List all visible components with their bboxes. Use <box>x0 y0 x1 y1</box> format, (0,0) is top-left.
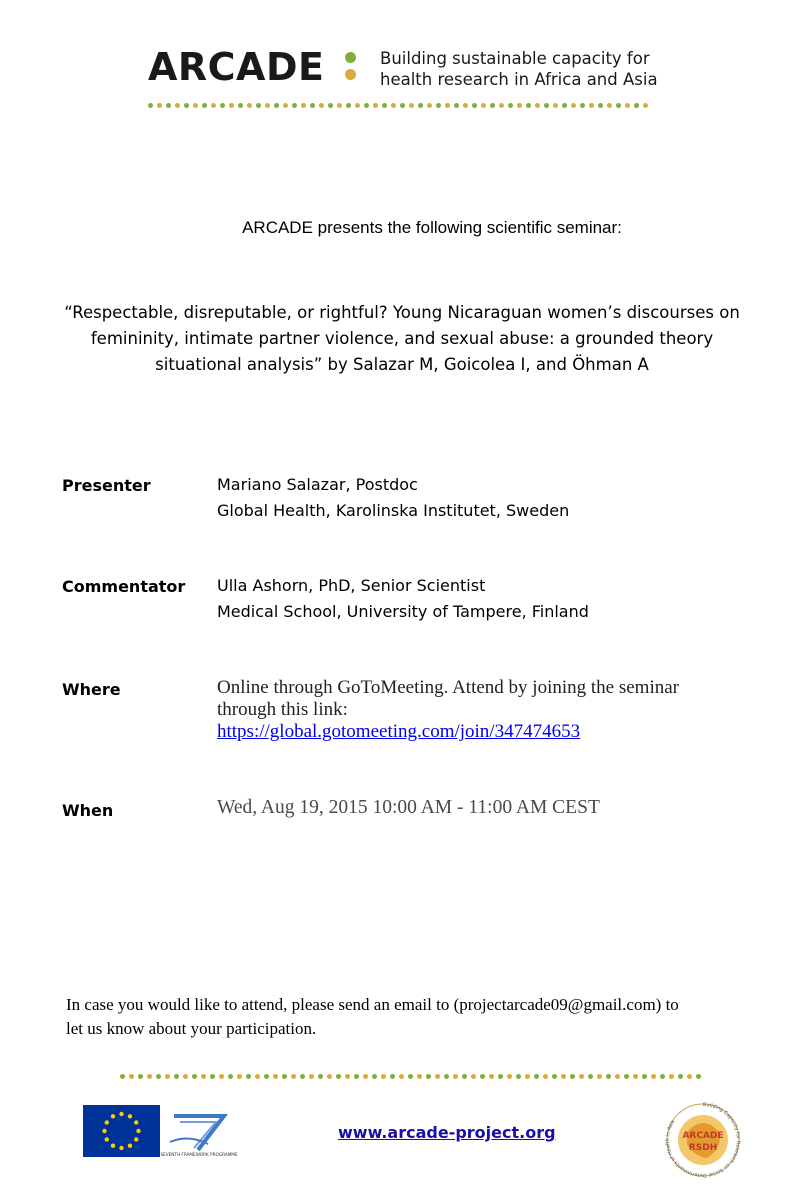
divider-dot <box>660 1074 665 1079</box>
divider-dot <box>219 1074 224 1079</box>
divider-dot <box>193 103 198 108</box>
divider-dot <box>678 1074 683 1079</box>
divider-dot <box>264 1074 269 1079</box>
seal-ring-text: Building Capacity for Research on Social Determinants of Health in Asia <box>664 1101 741 1179</box>
seminar-title <box>40 300 764 378</box>
divider-dot <box>192 1074 197 1079</box>
divider-dot <box>687 1074 692 1079</box>
divider-dot <box>633 1074 638 1079</box>
when-label: When <box>62 801 114 820</box>
divider-dot <box>337 103 342 108</box>
divider-dot <box>327 1074 332 1079</box>
divider-dot <box>624 1074 629 1079</box>
divider-dot <box>319 103 324 108</box>
divider-dot <box>669 1074 674 1079</box>
divider-dot <box>490 103 495 108</box>
divider-dot <box>597 1074 602 1079</box>
eu-star <box>128 1114 132 1118</box>
divider-dot <box>129 1074 134 1079</box>
divider-dot <box>651 1074 656 1079</box>
intro-text: ARCADE presents the following scientific seminar: <box>242 218 622 237</box>
attendance-note-line-1: In case you would like to attend, please send an email to (projectarcade09@gmail.com) to <box>66 995 679 1014</box>
seal-arcade-text: ARCADE <box>682 1131 724 1141</box>
divider-dot <box>183 1074 188 1079</box>
divider-dot <box>381 1074 386 1079</box>
divider-dot <box>292 103 297 108</box>
fp7-logo <box>160 1108 238 1158</box>
divider-dot <box>579 1074 584 1079</box>
commentator-affiliation: Medical School, University of Tampere, Finland <box>217 602 589 621</box>
divider-dot <box>355 103 360 108</box>
divider-dot <box>462 1074 467 1079</box>
divider-dot <box>229 103 234 108</box>
divider-dot <box>588 1074 593 1079</box>
arcade-logo-text: ARCADE <box>148 45 325 89</box>
divider-dot <box>616 103 621 108</box>
divider-dot <box>283 103 288 108</box>
commentator-value <box>217 573 589 625</box>
title-line-1: “Respectable, disreputable, or rightful? Young Nicaraguan women’s discourses on <box>64 303 740 322</box>
divider-dot <box>382 103 387 108</box>
presenter-value <box>217 472 569 524</box>
divider-dot <box>418 103 423 108</box>
divider-dot <box>265 103 270 108</box>
divider-dot <box>211 103 216 108</box>
divider-dot <box>138 1074 143 1079</box>
divider-dot <box>535 103 540 108</box>
presenter-label: Presenter <box>62 476 151 495</box>
divider-dot <box>165 1074 170 1079</box>
divider-dot <box>544 103 549 108</box>
divider-dot <box>508 103 513 108</box>
divider-dot <box>598 103 603 108</box>
commentator-label: Commentator <box>62 577 186 596</box>
divider-dot <box>606 1074 611 1079</box>
divider-dot <box>255 1074 260 1079</box>
divider-dot <box>346 103 351 108</box>
divider-dot <box>390 1074 395 1079</box>
eu-star <box>128 1144 132 1148</box>
divider-dot <box>291 1074 296 1079</box>
tagline-line-2: health research in Africa and Asia <box>380 70 658 89</box>
divider-dot <box>282 1074 287 1079</box>
when-value: Wed, Aug 19, 2015 10:00 AM - 11:00 AM CEST <box>217 797 600 818</box>
divider-dot <box>273 1074 278 1079</box>
divider-dot <box>328 103 333 108</box>
divider-dot <box>526 103 531 108</box>
eu-star <box>102 1129 106 1133</box>
divider-dot <box>481 103 486 108</box>
divider-dot <box>399 1074 404 1079</box>
divider-dot <box>300 1074 305 1079</box>
divider-dot <box>427 103 432 108</box>
eu-star <box>111 1114 115 1118</box>
divider-dot <box>202 103 207 108</box>
divider-dot <box>175 103 180 108</box>
divider-dot <box>489 1074 494 1079</box>
divider-dot <box>274 103 279 108</box>
presenter-name: Mariano Salazar, Postdoc <box>217 475 418 494</box>
divider-dot <box>238 103 243 108</box>
attendance-note-line-2: let us know about your participation. <box>66 1019 317 1038</box>
title-line-2: femininity, intimate partner violence, and sexual abuse: a grounded theory <box>90 329 714 348</box>
divider-dot <box>372 1074 377 1079</box>
divider-dot <box>228 1074 233 1079</box>
eu-flag-logo <box>83 1105 160 1157</box>
footer-dot-divider <box>120 1074 701 1079</box>
title-line-3 <box>40 352 764 378</box>
divider-dot <box>156 1074 161 1079</box>
divider-dot <box>391 103 396 108</box>
divider-dot <box>454 103 459 108</box>
divider-dot <box>400 103 405 108</box>
divider-dot <box>471 1074 476 1079</box>
divider-dot <box>570 1074 575 1079</box>
divider-dot <box>642 1074 647 1079</box>
divider-dot <box>445 103 450 108</box>
divider-dot <box>499 103 504 108</box>
divider-dot <box>354 1074 359 1079</box>
divider-dot <box>634 103 639 108</box>
eu-star <box>134 1120 138 1124</box>
where-value <box>217 677 679 743</box>
divider-dot <box>507 1074 512 1079</box>
eu-star <box>136 1129 140 1133</box>
header-dot-divider <box>148 103 648 108</box>
logo-dots <box>345 52 359 86</box>
divider-dot <box>184 103 189 108</box>
divider-dot <box>625 103 630 108</box>
fp7-caption: SEVENTH FRAMEWORK PROGRAMME <box>160 1152 238 1157</box>
divider-dot <box>373 103 378 108</box>
divider-dot <box>210 1074 215 1079</box>
divider-dot <box>417 1074 422 1079</box>
divider-dot <box>301 103 306 108</box>
divider-dot <box>561 1074 566 1079</box>
divider-dot <box>310 103 315 108</box>
commentator-name: Ulla Ashorn, PhD, Senior Scientist <box>217 576 486 595</box>
divider-dot <box>498 1074 503 1079</box>
green-dot <box>345 52 356 63</box>
divider-dot <box>480 1074 485 1079</box>
divider-dot <box>363 1074 368 1079</box>
eu-star <box>119 1112 123 1116</box>
eu-star <box>105 1120 109 1124</box>
divider-dot <box>444 1074 449 1079</box>
divider-dot <box>345 1074 350 1079</box>
divider-dot <box>543 1074 548 1079</box>
divider-dot <box>517 103 522 108</box>
divider-dot <box>615 1074 620 1079</box>
where-line-2: through this link: <box>217 699 348 720</box>
divider-dot <box>336 1074 341 1079</box>
divider-dot <box>147 1074 152 1079</box>
presenter-affiliation: Global Health, Karolinska Institutet, Sweden <box>217 501 570 520</box>
arcade-rsdh-seal-logo <box>663 1100 743 1180</box>
seal-rsdh-text: RSDH <box>688 1143 718 1153</box>
eu-star <box>119 1146 123 1150</box>
divider-dot <box>436 103 441 108</box>
divider-dot <box>571 103 576 108</box>
tagline-line-1: Building sustainable capacity for <box>380 49 650 68</box>
divider-dot <box>516 1074 521 1079</box>
divider-dot <box>580 103 585 108</box>
divider-dot <box>696 1074 701 1079</box>
divider-dot <box>409 103 414 108</box>
divider-dot <box>318 1074 323 1079</box>
divider-dot <box>201 1074 206 1079</box>
divider-dot <box>148 103 153 108</box>
divider-dot <box>220 103 225 108</box>
divider-dot <box>607 103 612 108</box>
eu-star <box>105 1137 109 1141</box>
eu-star <box>134 1137 138 1141</box>
divider-dot <box>247 103 252 108</box>
divider-dot <box>534 1074 539 1079</box>
title-authors: by Salazar M, Goicolea I, and Öhman A <box>322 355 649 374</box>
divider-dot <box>553 103 558 108</box>
divider-dot <box>309 1074 314 1079</box>
where-label: Where <box>62 680 121 699</box>
divider-dot <box>256 103 261 108</box>
divider-dot <box>463 103 468 108</box>
eu-star <box>111 1144 115 1148</box>
divider-dot <box>157 103 162 108</box>
divider-dot <box>525 1074 530 1079</box>
orange-dot <box>345 69 356 80</box>
website-link[interactable]: www.arcade-project.org <box>338 1123 556 1142</box>
divider-dot <box>246 1074 251 1079</box>
divider-dot <box>174 1074 179 1079</box>
divider-dot <box>552 1074 557 1079</box>
divider-dot <box>589 103 594 108</box>
title-line-3-quote: situational analysis” <box>155 355 323 374</box>
divider-dot <box>472 103 477 108</box>
divider-dot <box>120 1074 125 1079</box>
divider-dot <box>166 103 171 108</box>
divider-dot <box>435 1074 440 1079</box>
divider-dot <box>426 1074 431 1079</box>
divider-dot <box>453 1074 458 1079</box>
divider-dot <box>364 103 369 108</box>
where-line-1: Online through GoToMeeting. Attend by joining the seminar <box>217 677 679 698</box>
divider-dot <box>643 103 648 108</box>
tagline <box>380 48 658 90</box>
divider-dot <box>562 103 567 108</box>
gotomeeting-link[interactable]: https://global.gotomeeting.com/join/347474653 <box>217 721 581 742</box>
divider-dot <box>408 1074 413 1079</box>
attendance-note <box>66 993 756 1041</box>
divider-dot <box>237 1074 242 1079</box>
